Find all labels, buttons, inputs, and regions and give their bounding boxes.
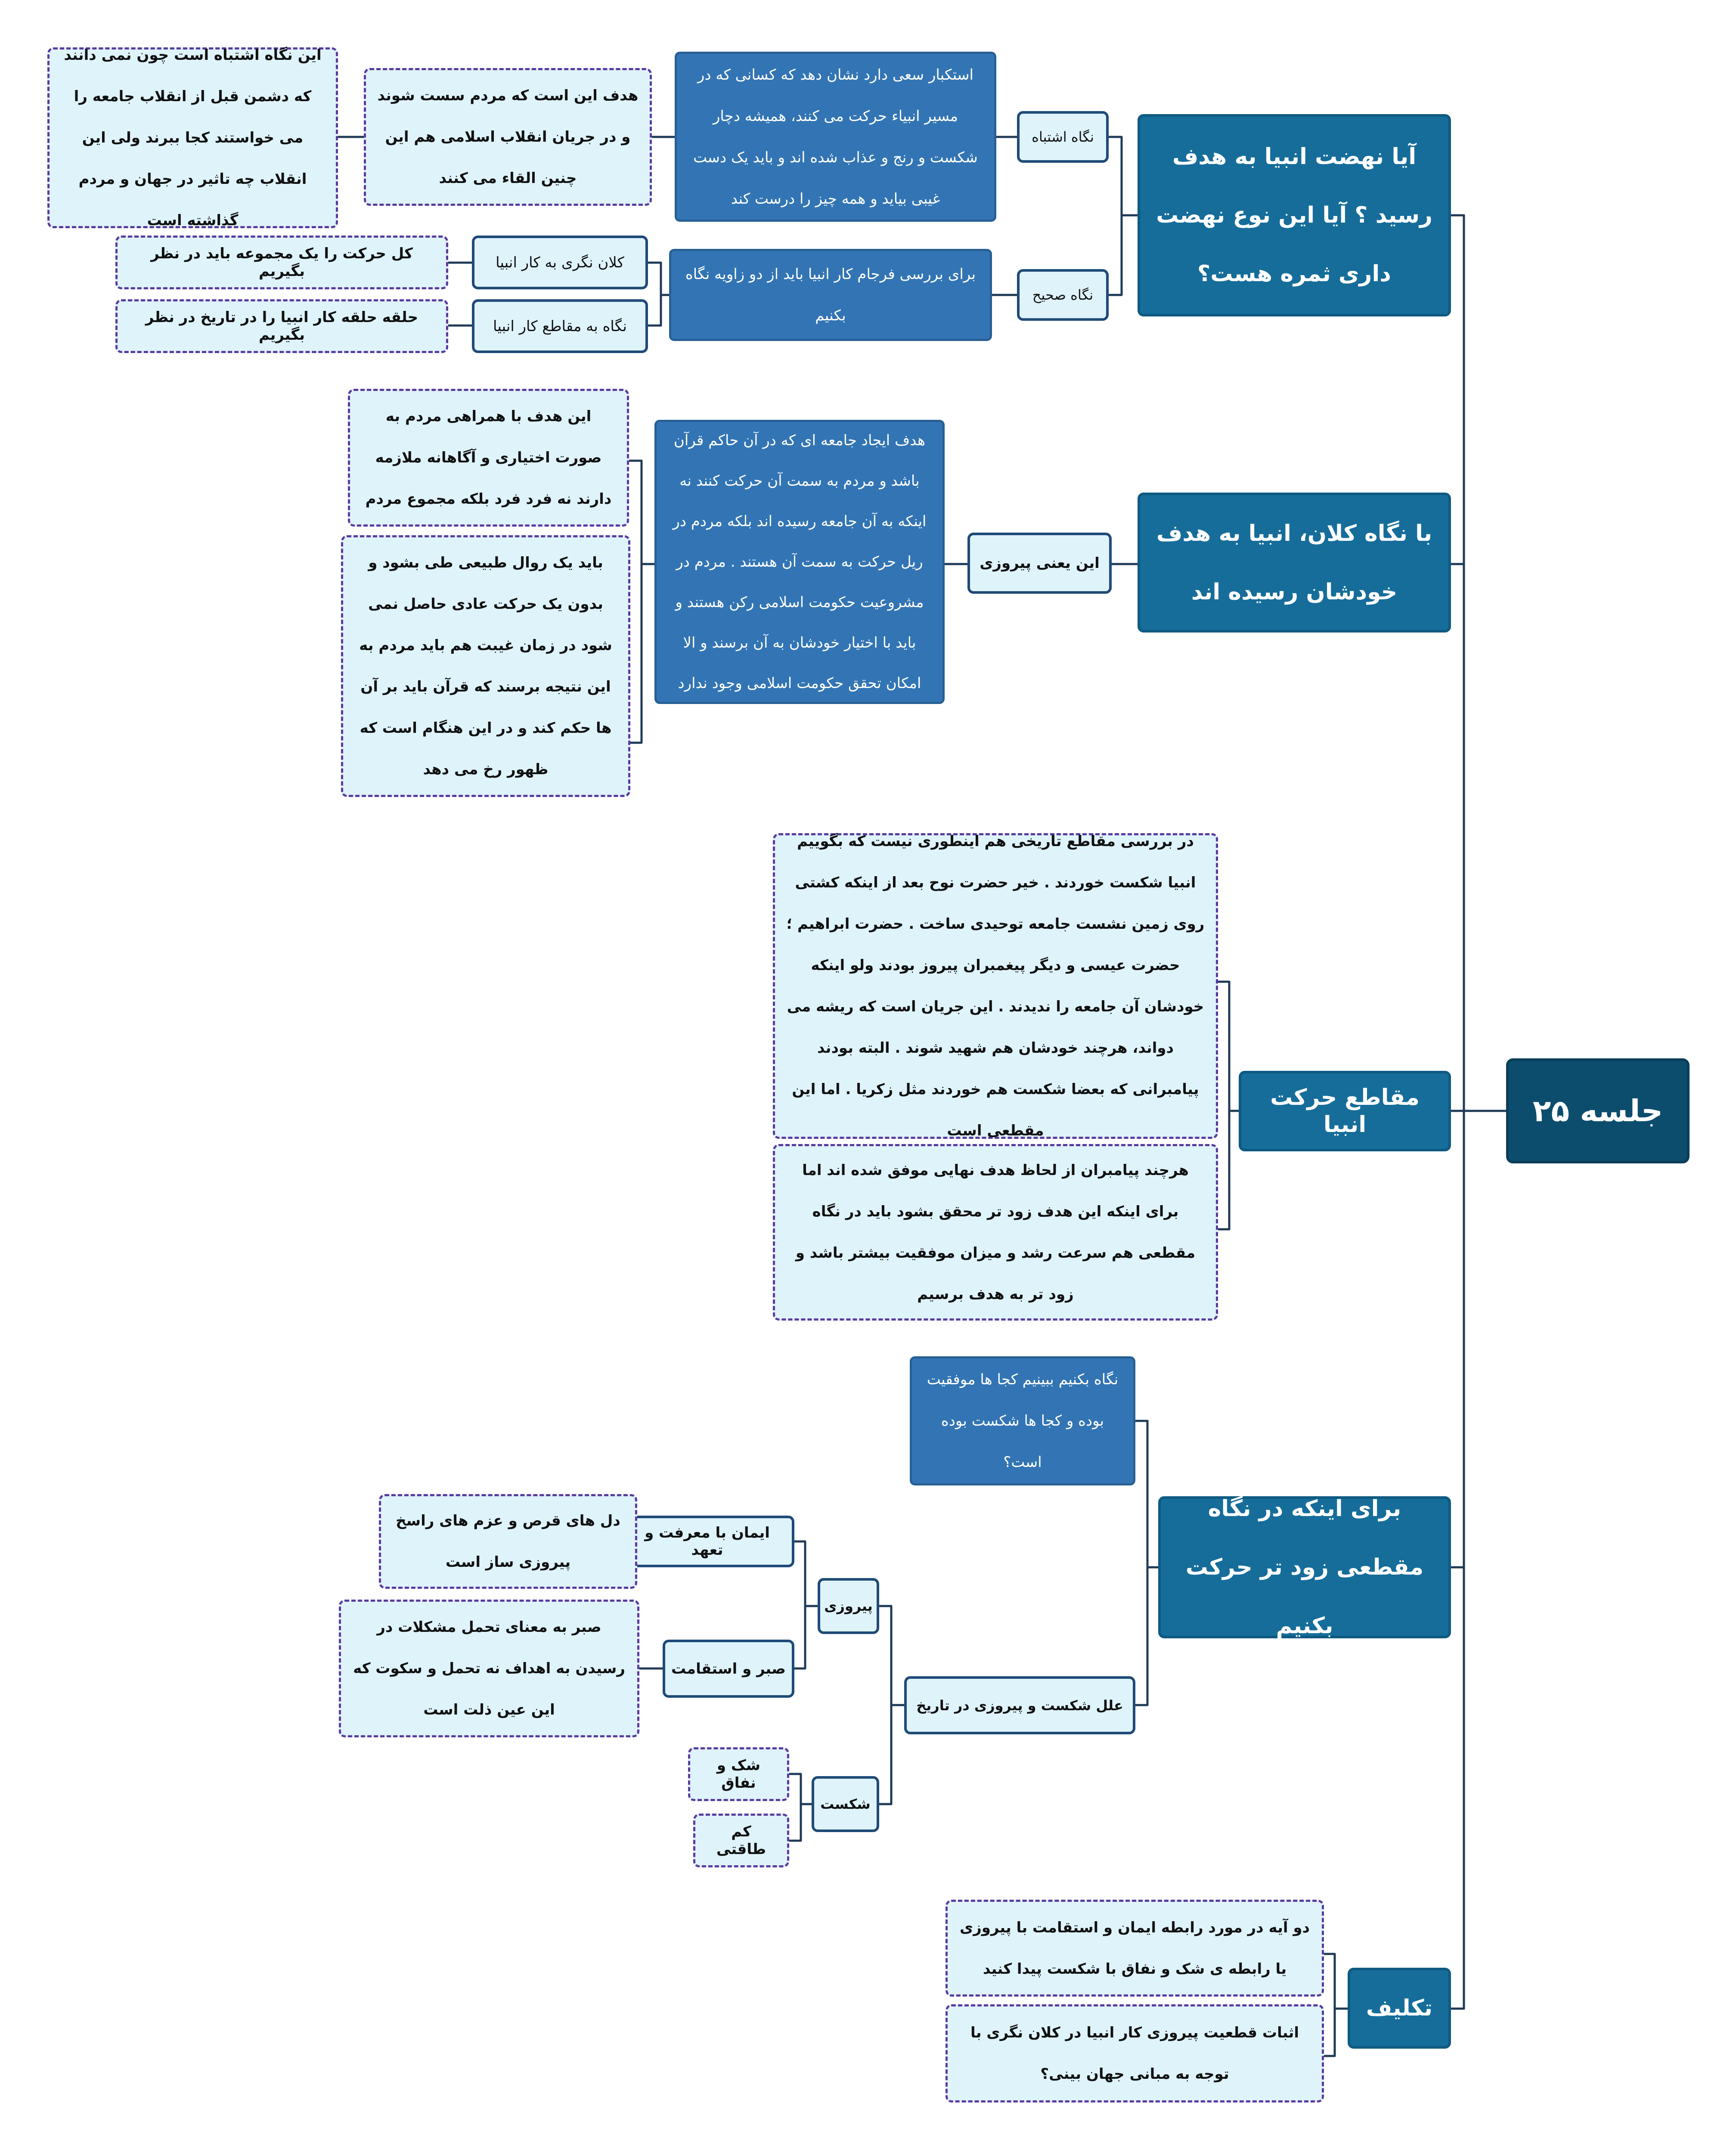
stages-history-note[interactable]: در بررسی مقاطع تاریخی هم اینطوری نیست که بگوییم انبیا شکست خوردند . خیر حضرت نوح بعد از اینکه کشتی روی زمین نشست جامعه توحیدی ساخت . حضرت ابراهیم ؛ حضرت عیسی و دیگر پیغمبران پیروز بودند ولو اینکه خودشان آن جامعه را ندیدند . این جریان است که ریشه می دواند، هرچند خودشان هم شهید شوند . البته بودند پیامبرانی که بعضا شکست هم خوردند مثل زکریا . اما این مقطعی است <box>773 833 1218 1139</box>
impatience-node[interactable]: کم طاقتی <box>693 1814 789 1867</box>
look-success-failure-note[interactable]: نگاه بکنیم ببینیم کجا ها موفقیت بوده و کجا ها شکست بوده است؟ <box>910 1356 1135 1485</box>
connector <box>879 1606 904 1804</box>
topic-prophets-goal-question[interactable]: آیا نهضت انبیا به هدف رسید ؟ آیا این نوع نهضت داری ثمره هست؟ <box>1138 114 1451 316</box>
macro-view-note[interactable]: کل حرکت را یک مجموعه باید در نظر بگیریم <box>115 236 448 289</box>
faith-node[interactable]: ایمان با معرفت و تعهد <box>620 1516 794 1567</box>
connector <box>1218 982 1239 1229</box>
segment-view-note[interactable]: حلقه حلقه کار انبیا را در تاریخ در نظر بگیریم <box>115 299 448 353</box>
wrong-view-node[interactable]: نگاه اشتباه <box>1017 111 1109 163</box>
victory-description[interactable]: هدف ایجاد جامعه ای که در آن حاکم قرآن باشد و مردم به سمت آن حرکت کنند نه اینکه به آن جامعه رسیده اند بلکه مردم در ریل حرکت به سمت آن هستند . مردم در مشروعیت حکومت اسلامی رکن هستند و باید با اختیار خودشان به آن برسند و الا امکان تحقق حکومت اسلامی وجود ندارد <box>654 420 945 704</box>
causes-node[interactable]: علل شکست و پیروزی در تاریخ <box>904 1676 1135 1734</box>
topic-macro-view-reached-goal[interactable]: با نگاه کلان، انبیا به هدف خودشان رسیده اند <box>1138 493 1451 633</box>
connector <box>794 1541 818 1668</box>
defeat-node[interactable]: شکست <box>812 1776 879 1832</box>
victory-meaning-node[interactable]: این یعنی پیروزی <box>967 533 1112 594</box>
victory-note-natural-course[interactable]: باید یک روال طبیعی طی بشود و بدون یک حرکت عادی حاصل نمی شود در زمان غیبت هم باید مردم به این نتیجه برسند که قرآن باید بر آن ها حکم کند و در این هنگام است که ظهور رخ می دهد <box>341 535 630 797</box>
connector <box>1109 137 1138 295</box>
segment-view-node[interactable]: نگاه به مقاطع کار انبیا <box>472 299 648 353</box>
topic-faster-movement[interactable]: برای اینکه در نگاه مقطعی زود تر حرکت بکنیم <box>1158 1496 1451 1638</box>
connector <box>1135 1421 1158 1705</box>
connector <box>1324 1954 1348 2056</box>
wrong-view-description[interactable]: استکبار سعی دارد نشان دهد که کسانی که در مسیر انبیاء حرکت می کنند، همیشه دچار شکست و رنج و عذاب شده اند و باید یک دست غیبی بیاید و همه چیز را درست کند <box>675 52 996 222</box>
patience-note[interactable]: صبر به معنای تحمل مشکلات در رسیدن به اهداف نه تحمل و سکوت که این عین ذلت است <box>339 1600 639 1737</box>
assignment-task-2[interactable]: اثبات قطعیت پیروزی کار انبیا در کلان نگری با توجه به مبانی جهان بینی؟ <box>946 2004 1324 2102</box>
topic-assignment[interactable]: تکلیف <box>1348 1968 1451 2049</box>
connector <box>789 1774 812 1841</box>
wrong-view-goal-note[interactable]: هدف این است که مردم سست شوند و در جریان انقلاب اسلامی هم این چنین القاء می کنند <box>364 68 652 206</box>
root-node[interactable]: جلسه ۲۵ <box>1506 1058 1690 1163</box>
stages-speed-note[interactable]: هرچند پیامبران از لحاظ هدف نهایی موفق شده اند اما برای اینکه این هدف زود تر محقق بشود باید در نگاه مقطعی هم سرعت رشد و میزان موفقیت بیشتر باشد و زود تر به هدف برسیم <box>773 1144 1218 1321</box>
victory-note-people[interactable]: این هدف با همراهی مردم به صورت اختیاری و آگاهانه ملازمه دارند نه فرد فرد بلکه مجموع مردم <box>348 389 629 527</box>
right-view-description[interactable]: برای بررسی فرجام کار انبیا باید از دو زاویه نگاه بکنیم <box>669 249 992 341</box>
right-view-node[interactable]: نگاه صحیح <box>1017 269 1109 321</box>
topic-prophets-stages[interactable]: مقاطع حرکت انبیا <box>1239 1071 1451 1151</box>
connector <box>648 263 669 326</box>
faith-note[interactable]: دل های قرص و عزم های راسخ پیروزی ساز است <box>379 1494 637 1589</box>
assignment-task-1[interactable]: دو آیه در مورد رابطه ایمان و استقامت با پیروزی یا رابطه ی شک و نفاق با شکست پیدا کنید <box>946 1900 1324 1997</box>
doubt-hypocrisy-node[interactable]: شک و نفاق <box>688 1747 789 1801</box>
patience-node[interactable]: صبر و استقامت <box>663 1640 794 1698</box>
macro-view-node[interactable]: کلان نگری به کار انبیا <box>472 236 648 289</box>
wrong-view-critique-note[interactable]: این نگاه اشتباه است چون نمی دانند که دشمن قبل از انقلاب جامعه را می خواستند کجا ببرند ولی این انقلاب چه تاثیر در جهان و مردم گذاشته است <box>47 47 338 228</box>
victory-node[interactable]: پیروزی <box>818 1578 879 1634</box>
connector <box>629 461 654 743</box>
